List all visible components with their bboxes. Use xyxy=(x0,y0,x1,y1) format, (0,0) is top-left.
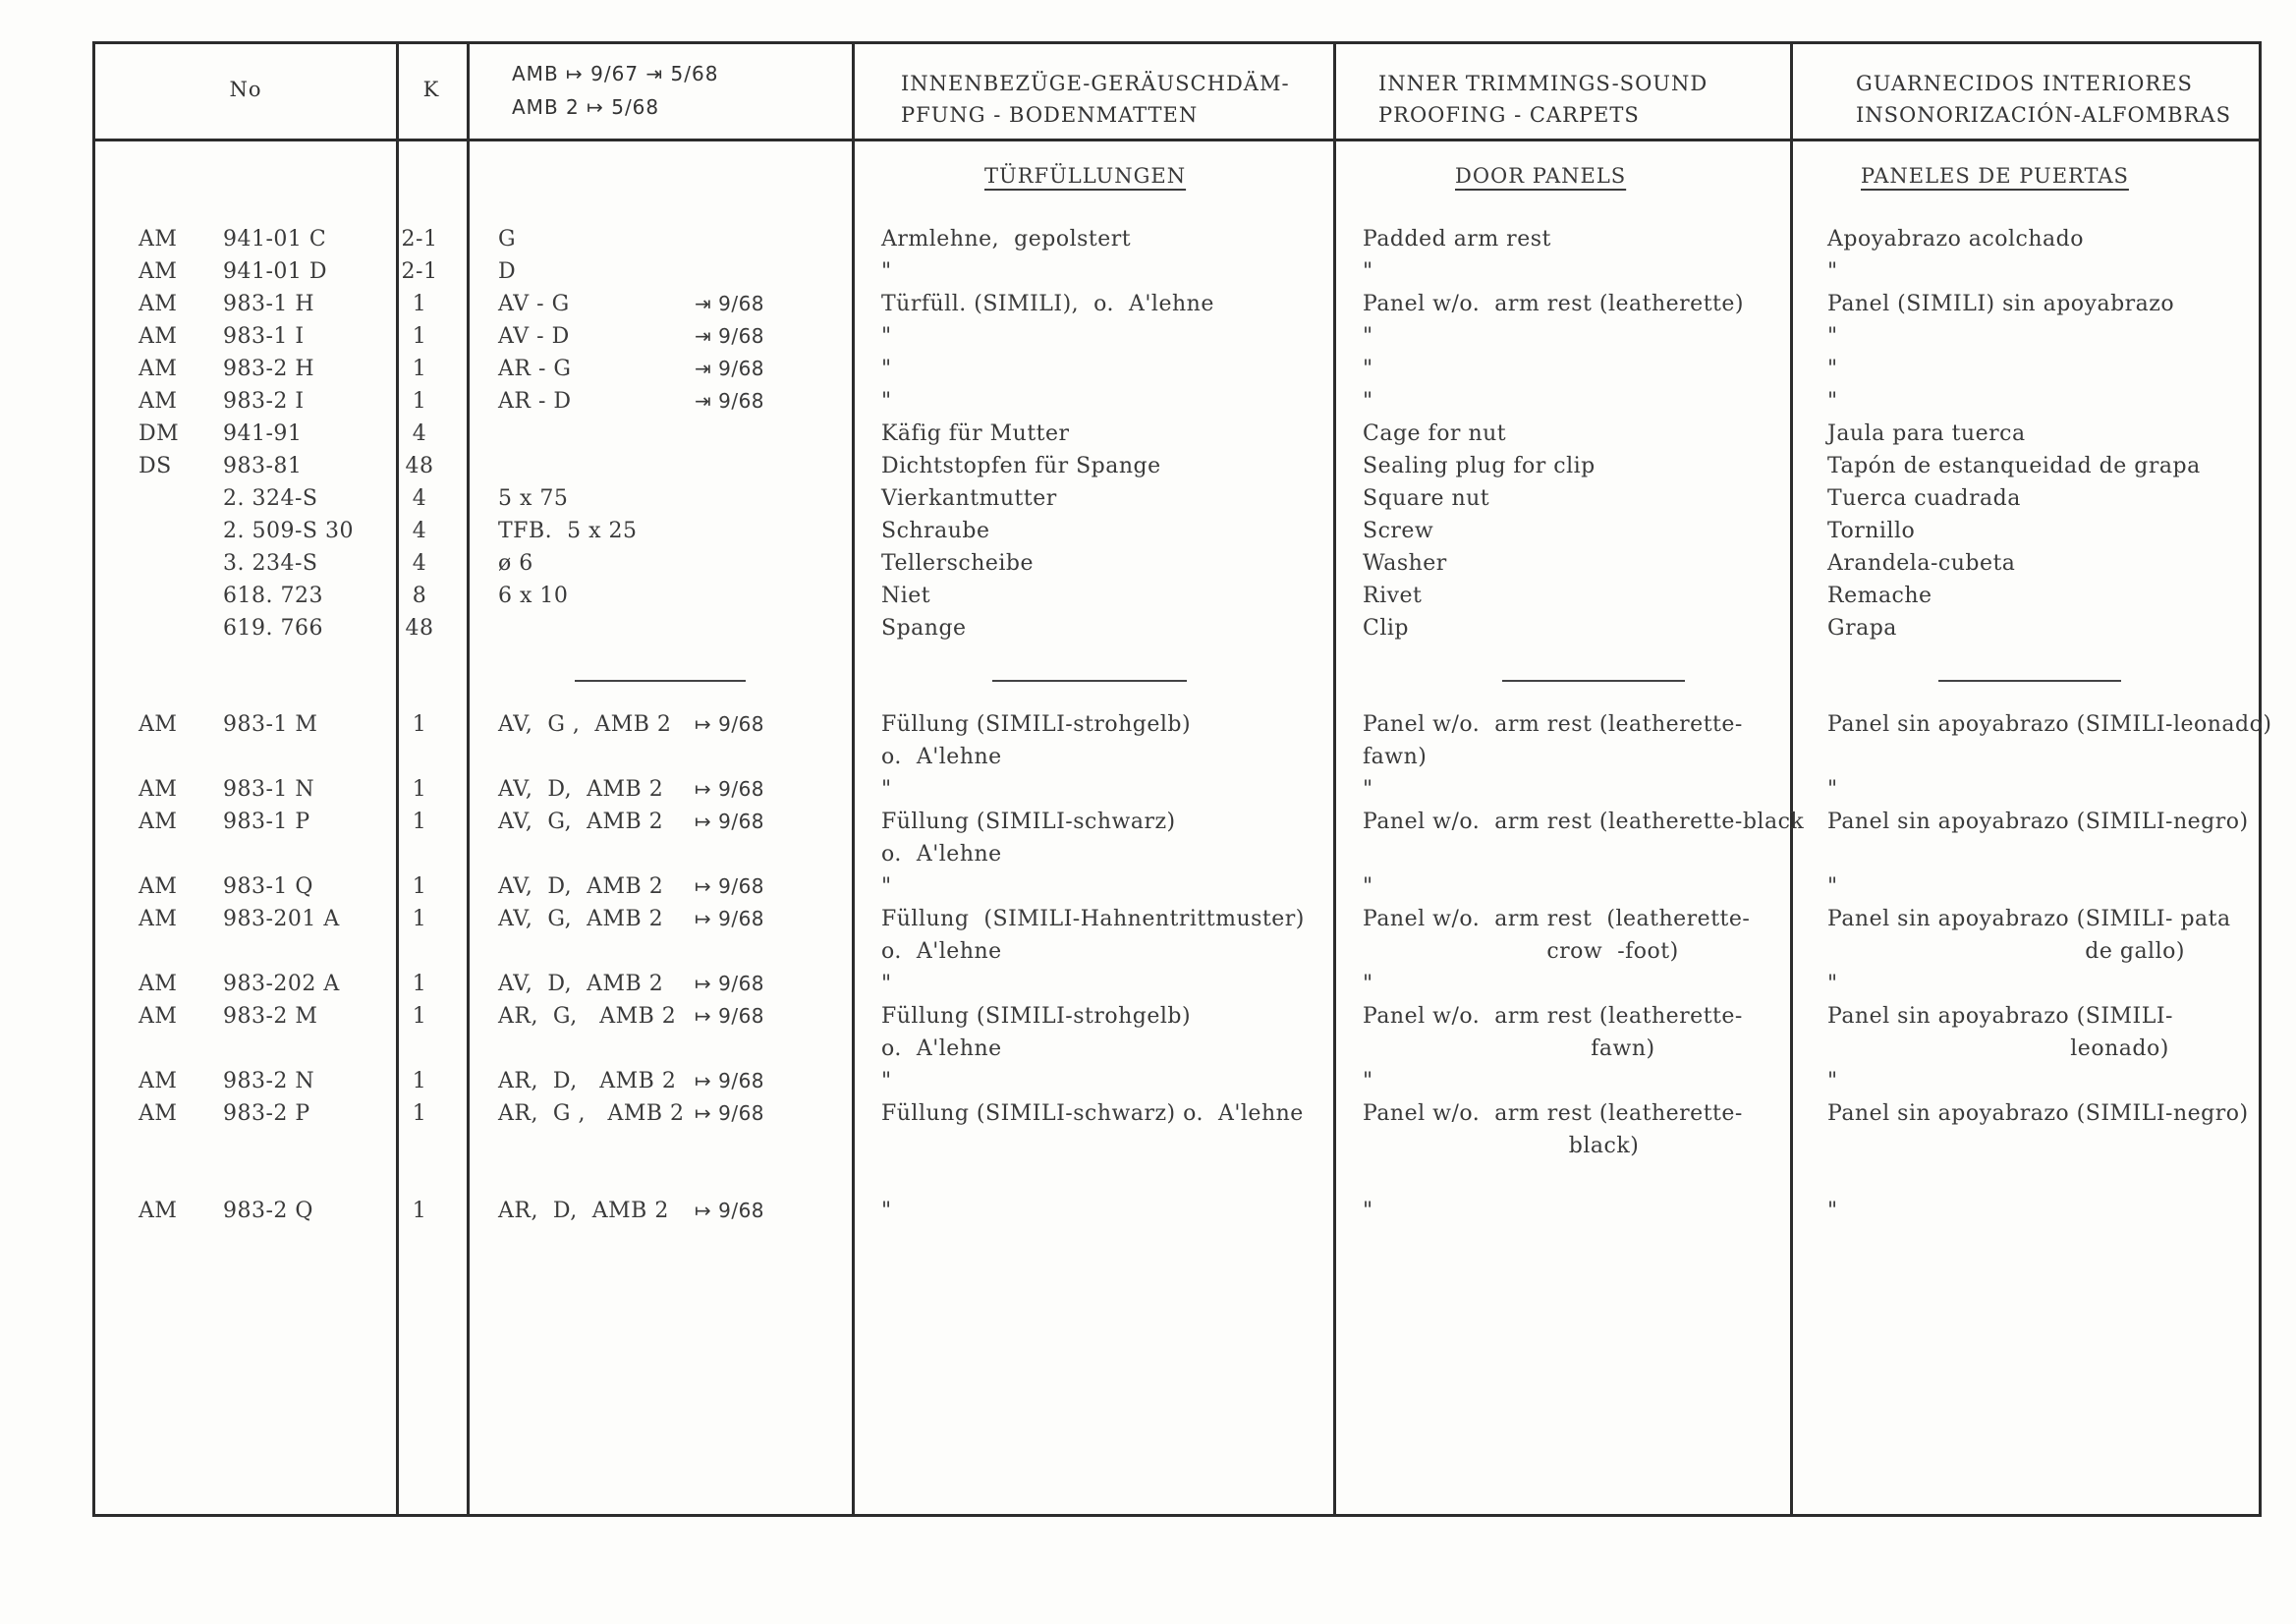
table-row xyxy=(95,353,2259,385)
table-row xyxy=(95,515,2259,547)
header-de-line2: PFUNG - BODENMATTEN xyxy=(901,103,1199,127)
cell-part-number: 983-1 P xyxy=(223,810,310,834)
cell-desc-de: " xyxy=(881,259,892,284)
cell-part-number: 983-81 xyxy=(223,454,303,478)
cell-desc-de: o. A'lehne xyxy=(881,842,1002,867)
cell-desc-es: " xyxy=(1827,874,1838,899)
table-row xyxy=(95,418,2259,450)
cell-spec: AR, G, AMB 2 xyxy=(498,1004,677,1029)
table-row xyxy=(95,903,2259,935)
cell-desc-de: " xyxy=(881,1199,892,1223)
cell-desc-en: Screw xyxy=(1363,519,1434,543)
cell-desc-de: " xyxy=(881,972,892,996)
separator-dash xyxy=(1938,680,2121,682)
cell-desc-de: o. A'lehne xyxy=(881,745,1002,769)
cell-desc-de: " xyxy=(881,324,892,349)
cell-quantity: 2-1 xyxy=(401,259,438,284)
separator-dash xyxy=(1502,680,1685,682)
cell-desc-es: Grapa xyxy=(1827,616,1897,641)
cell-desc-en: Sealing plug for clip xyxy=(1363,454,1596,478)
cell-desc-es: " xyxy=(1827,389,1838,414)
cell-part-number: 983-2 M xyxy=(223,1004,318,1029)
header-k: K xyxy=(422,78,440,101)
cell-quantity: 1 xyxy=(412,1101,427,1126)
cell-desc-en: Panel w/o. arm rest (leatherette) xyxy=(1363,292,1744,316)
cell-prefix: AM xyxy=(139,712,178,737)
cell-spec: D xyxy=(498,259,517,284)
cell-spec: AV, D, AMB 2 xyxy=(498,777,664,802)
cell-part-number: 983-1 M xyxy=(223,712,318,737)
cell-spec: TFB. 5 x 25 xyxy=(498,519,638,543)
cell-desc-es: " xyxy=(1827,324,1838,349)
section-title-es: PANELES DE PUERTAS xyxy=(1861,164,2129,188)
table-row xyxy=(95,385,2259,418)
cell-part-number: 983-1 N xyxy=(223,777,315,802)
cell-part-number: 983-2 P xyxy=(223,1101,310,1126)
cell-date: ⇥ 9/68 xyxy=(695,389,765,413)
cell-date: ↦ 9/68 xyxy=(695,1101,765,1125)
separator-dash xyxy=(992,680,1187,682)
header-divider xyxy=(95,139,2259,141)
cell-quantity: 4 xyxy=(412,421,427,446)
cell-quantity: 1 xyxy=(412,389,427,414)
header-no: No xyxy=(229,78,262,101)
cell-desc-en: " xyxy=(1363,324,1373,349)
cell-desc-en: " xyxy=(1363,357,1373,381)
cell-part-number: 3. 234-S xyxy=(223,551,318,576)
cell-quantity: 1 xyxy=(412,292,427,316)
cell-spec: 5 x 75 xyxy=(498,486,569,511)
cell-desc-en: " xyxy=(1363,777,1373,802)
cell-quantity: 1 xyxy=(412,777,427,802)
cell-spec: G xyxy=(498,227,517,252)
cell-prefix: AM xyxy=(139,810,178,834)
cell-desc-de: o. A'lehne xyxy=(881,1036,1002,1061)
table-row xyxy=(95,838,2259,870)
cell-part-number: 941-91 xyxy=(223,421,303,446)
cell-quantity: 4 xyxy=(412,519,427,543)
cell-desc-es: Jaula para tuerca xyxy=(1827,421,2026,446)
cell-desc-es: " xyxy=(1827,972,1838,996)
table-row xyxy=(95,1000,2259,1033)
cell-part-number: 983-2 Q xyxy=(223,1199,313,1223)
table-row xyxy=(95,482,2259,515)
cell-spec: AV - G xyxy=(498,292,570,316)
cell-part-number: 983-202 A xyxy=(223,972,340,996)
cell-desc-es: Remache xyxy=(1827,584,1932,608)
table-row xyxy=(95,288,2259,320)
cell-desc-en: Panel w/o. arm rest (leatherette- xyxy=(1363,1004,1743,1029)
cell-desc-es: Apoyabrazo acolchado xyxy=(1827,227,2084,252)
section-title-de: TÜRFÜLLUNGEN xyxy=(984,164,1187,188)
cell-desc-es: " xyxy=(1827,1199,1838,1223)
cell-desc-de: Füllung (SIMILI-Hahnentrittmuster) xyxy=(881,907,1305,931)
cell-date: ↦ 9/68 xyxy=(695,1199,765,1222)
cell-desc-es: Panel sin apoyabrazo (SIMILI-leonado) xyxy=(1827,712,2272,737)
cell-quantity: 1 xyxy=(412,874,427,899)
header-amb-line2: AMB 2 ↦ 5/68 xyxy=(512,95,660,119)
cell-desc-en: Panel w/o. arm rest (leatherette-black xyxy=(1363,810,1805,834)
table-row xyxy=(95,1097,2259,1130)
cell-prefix: AM xyxy=(139,1004,178,1029)
cell-date: ↦ 9/68 xyxy=(695,1004,765,1028)
cell-desc-de: Käfig für Mutter xyxy=(881,421,1070,446)
cell-spec: AV, G , AMB 2 xyxy=(498,712,672,737)
cell-desc-en: Panel w/o. arm rest (leatherette- xyxy=(1363,1101,1743,1126)
cell-quantity: 1 xyxy=(412,1004,427,1029)
section-title-en: DOOR PANELS xyxy=(1455,164,1627,188)
cell-prefix: AM xyxy=(139,292,178,316)
cell-desc-de: Türfüll. (SIMILI), o. A'lehne xyxy=(881,292,1214,316)
table-row xyxy=(95,1162,2259,1195)
cell-quantity: 1 xyxy=(412,712,427,737)
cell-desc-es: Panel sin apoyabrazo (SIMILI- xyxy=(1827,1004,2173,1029)
cell-part-number: 941-01 C xyxy=(223,227,327,252)
cell-desc-de: Füllung (SIMILI-strohgelb) xyxy=(881,712,1192,737)
cell-desc-de: " xyxy=(881,389,892,414)
cell-quantity: 8 xyxy=(412,584,427,608)
cell-desc-en: Panel w/o. arm rest (leatherette- xyxy=(1363,907,1751,931)
cell-desc-es: Arandela-cubeta xyxy=(1827,551,2016,576)
cell-desc-en: " xyxy=(1363,1199,1373,1223)
cell-part-number: 2. 324-S xyxy=(223,486,318,511)
cell-quantity: 48 xyxy=(405,616,434,641)
cell-part-number: 983-1 H xyxy=(223,292,315,316)
cell-prefix: AM xyxy=(139,1101,178,1126)
parts-table xyxy=(92,41,2272,1517)
header-es-line2: INSONORIZACIÓN-ALFOMBRAS xyxy=(1856,103,2231,127)
cell-part-number: 983-2 I xyxy=(223,389,305,414)
cell-quantity: 2-1 xyxy=(401,227,438,252)
cell-spec: AR, D, AMB 2 xyxy=(498,1069,677,1093)
cell-desc-es: leonado) xyxy=(1827,1036,2169,1061)
cell-desc-en: fawn) xyxy=(1363,745,1428,769)
cell-desc-de: Spange xyxy=(881,616,967,641)
cell-desc-en: black) xyxy=(1363,1134,1640,1158)
cell-quantity: 4 xyxy=(412,551,427,576)
table-row xyxy=(95,708,2272,741)
cell-desc-de: Füllung (SIMILI-schwarz) xyxy=(881,810,1176,834)
cell-prefix: AM xyxy=(139,777,178,802)
cell-desc-de: o. A'lehne xyxy=(881,939,1002,964)
cell-quantity: 1 xyxy=(412,357,427,381)
cell-desc-es: Panel (SIMILI) sin apoyabrazo xyxy=(1827,292,2175,316)
cell-part-number: 983-201 A xyxy=(223,907,340,931)
cell-desc-en: Rivet xyxy=(1363,584,1423,608)
table-row xyxy=(95,1033,2259,1065)
cell-desc-en: Washer xyxy=(1363,551,1447,576)
cell-desc-en: " xyxy=(1363,972,1373,996)
table-row xyxy=(95,773,2259,806)
cell-desc-de: Armlehne, gepolstert xyxy=(881,227,1132,252)
cell-desc-en: Square nut xyxy=(1363,486,1490,511)
table-row xyxy=(95,320,2259,353)
cell-desc-en: Padded arm rest xyxy=(1363,227,1551,252)
cell-prefix: AM xyxy=(139,357,178,381)
header-en-line1: INNER TRIMMINGS-SOUND xyxy=(1378,72,1708,95)
table-row xyxy=(95,935,2259,968)
cell-part-number: 619. 766 xyxy=(223,616,323,641)
cell-prefix: DM xyxy=(139,421,180,446)
cell-spec: AV - D xyxy=(498,324,570,349)
cell-prefix: AM xyxy=(139,227,178,252)
cell-desc-es: " xyxy=(1827,777,1838,802)
cell-spec: AR, G , AMB 2 xyxy=(498,1101,685,1126)
cell-desc-de: Füllung (SIMILI-schwarz) o. A'lehne xyxy=(881,1101,1304,1126)
cell-prefix: AM xyxy=(139,1199,178,1223)
cell-date: ↦ 9/68 xyxy=(695,972,765,995)
cell-quantity: 1 xyxy=(412,1199,427,1223)
cell-desc-de: " xyxy=(881,1069,892,1093)
cell-part-number: 941-01 D xyxy=(223,259,328,284)
cell-part-number: 983-2 N xyxy=(223,1069,315,1093)
table-row xyxy=(95,806,2259,838)
cell-prefix: AM xyxy=(139,1069,178,1093)
cell-desc-de: Vierkantmutter xyxy=(881,486,1057,511)
table-row xyxy=(95,580,2259,612)
cell-spec: AR, D, AMB 2 xyxy=(498,1199,669,1223)
cell-date: ↦ 9/68 xyxy=(695,1069,765,1092)
cell-desc-es: Panel sin apoyabrazo (SIMILI-negro) xyxy=(1827,810,2249,834)
table-row xyxy=(95,450,2259,482)
cell-spec: AR - G xyxy=(498,357,572,381)
cell-prefix: AM xyxy=(139,324,178,349)
cell-desc-es: de gallo) xyxy=(1827,939,2185,964)
cell-quantity: 4 xyxy=(412,486,427,511)
cell-desc-de: " xyxy=(881,874,892,899)
cell-desc-en: crow -foot) xyxy=(1363,939,1679,964)
table-row xyxy=(95,223,2259,255)
cell-prefix: AM xyxy=(139,874,178,899)
cell-spec: AV, D, AMB 2 xyxy=(498,874,664,899)
cell-prefix: AM xyxy=(139,907,178,931)
cell-prefix: DS xyxy=(139,454,172,478)
cell-desc-de: Schraube xyxy=(881,519,990,543)
cell-quantity: 1 xyxy=(412,810,427,834)
cell-desc-en: fawn) xyxy=(1363,1036,1655,1061)
cell-desc-de: Dichtstopfen für Spange xyxy=(881,454,1161,478)
cell-desc-de: Füllung (SIMILI-strohgelb) xyxy=(881,1004,1192,1029)
cell-part-number: 618. 723 xyxy=(223,584,323,608)
cell-part-number: 983-1 I xyxy=(223,324,305,349)
cell-desc-es: " xyxy=(1827,259,1838,284)
cell-date: ⇥ 9/68 xyxy=(695,357,765,380)
cell-date: ↦ 9/68 xyxy=(695,810,765,833)
cell-spec: AV, G, AMB 2 xyxy=(498,810,664,834)
cell-desc-es: Tuerca cuadrada xyxy=(1827,486,2021,511)
cell-part-number: 2. 509-S 30 xyxy=(223,519,354,543)
cell-quantity: 1 xyxy=(412,972,427,996)
cell-date: ↦ 9/68 xyxy=(695,777,765,801)
cell-prefix: AM xyxy=(139,259,178,284)
cell-spec: ø 6 xyxy=(498,551,533,576)
separator-dash xyxy=(575,680,746,682)
cell-desc-en: " xyxy=(1363,1069,1373,1093)
table-row xyxy=(95,741,2259,773)
header-en-line2: PROOFING - CARPETS xyxy=(1378,103,1640,127)
cell-desc-de: " xyxy=(881,777,892,802)
cell-quantity: 1 xyxy=(412,907,427,931)
cell-part-number: 983-2 H xyxy=(223,357,315,381)
cell-date: ↦ 9/68 xyxy=(695,712,765,736)
cell-desc-es: Panel sin apoyabrazo (SIMILI- pata xyxy=(1827,907,2231,931)
table-row xyxy=(95,1130,2259,1162)
cell-spec: AR - D xyxy=(498,389,572,414)
cell-prefix: AM xyxy=(139,389,178,414)
cell-desc-de: Tellerscheibe xyxy=(881,551,1035,576)
cell-date: ⇥ 9/68 xyxy=(695,292,765,315)
table-row xyxy=(95,968,2259,1000)
cell-desc-en: Clip xyxy=(1363,616,1409,641)
table-row xyxy=(95,255,2259,288)
table-row xyxy=(95,1065,2259,1097)
cell-desc-de: " xyxy=(881,357,892,381)
cell-desc-es: " xyxy=(1827,1069,1838,1093)
table-row xyxy=(95,1195,2259,1227)
cell-quantity: 1 xyxy=(412,324,427,349)
header-es-line1: GUARNECIDOS INTERIORES xyxy=(1856,72,2193,95)
header-de-line1: INNENBEZÜGE-GERÄUSCHDÄM- xyxy=(901,72,1290,95)
cell-desc-en: " xyxy=(1363,389,1373,414)
cell-desc-es: Tornillo xyxy=(1827,519,1916,543)
cell-desc-es: Panel sin apoyabrazo (SIMILI-negro) xyxy=(1827,1101,2249,1126)
cell-quantity: 1 xyxy=(412,1069,427,1093)
header-amb-line1: AMB ↦ 9/67 ⇥ 5/68 xyxy=(512,62,719,85)
cell-desc-en: " xyxy=(1363,874,1373,899)
cell-spec: AV, G, AMB 2 xyxy=(498,907,664,931)
cell-prefix: AM xyxy=(139,972,178,996)
cell-desc-de: Niet xyxy=(881,584,931,608)
cell-spec: 6 x 10 xyxy=(498,584,569,608)
cell-desc-en: Panel w/o. arm rest (leatherette- xyxy=(1363,712,1743,737)
table-row xyxy=(95,547,2259,580)
cell-date: ⇥ 9/68 xyxy=(695,324,765,348)
cell-desc-es: Tapón de estanqueidad de grapa xyxy=(1827,454,2201,478)
cell-part-number: 983-1 Q xyxy=(223,874,313,899)
cell-spec: AV, D, AMB 2 xyxy=(498,972,664,996)
cell-quantity: 48 xyxy=(405,454,434,478)
table-row xyxy=(95,870,2259,903)
cell-date: ↦ 9/68 xyxy=(695,874,765,898)
cell-desc-es: " xyxy=(1827,357,1838,381)
table-row xyxy=(95,612,2259,644)
cell-desc-en: Cage for nut xyxy=(1363,421,1507,446)
cell-date: ↦ 9/68 xyxy=(695,907,765,930)
cell-desc-en: " xyxy=(1363,259,1373,284)
